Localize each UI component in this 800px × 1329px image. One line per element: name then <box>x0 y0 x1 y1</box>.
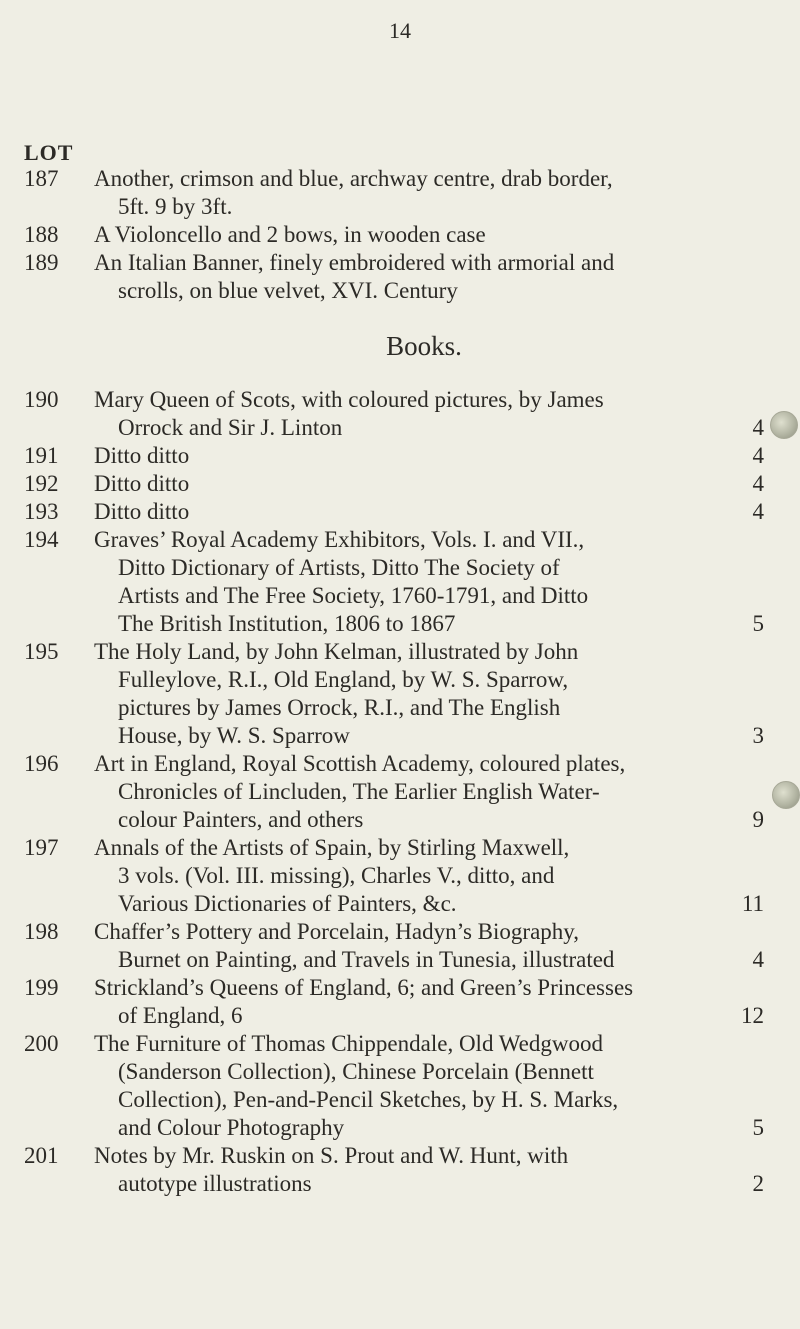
lot-description <box>94 221 764 249</box>
lot-entry <box>24 470 764 498</box>
lot-number: 188 <box>24 222 59 247</box>
top-entries <box>24 165 764 305</box>
description-line: An Italian Banner, finely embroidered with armorial and <box>94 250 615 275</box>
description-line: Another, crimson and blue, archway centre, drab border, <box>94 166 613 191</box>
description-line <box>94 722 764 750</box>
description-line <box>94 498 764 526</box>
lot-entry <box>24 1030 764 1142</box>
lot-number: 201 <box>24 1143 59 1168</box>
description-text: Burnet on Painting, and Travels in Tunesia, illustrated <box>118 947 615 972</box>
description-line: pictures by James Orrock, R.I., and The English <box>118 695 561 720</box>
lot-entry <box>24 1142 764 1198</box>
item-count: 9 <box>752 807 764 832</box>
description-line: The Holy Land, by John Kelman, illustrated by John <box>94 639 579 664</box>
description-line <box>94 1170 764 1198</box>
catalogue-entries <box>24 165 764 1198</box>
lot-description <box>94 918 764 974</box>
lot-description <box>94 834 764 918</box>
description-text: Ditto ditto <box>94 471 190 496</box>
lot-number: 197 <box>24 835 59 860</box>
lot-number: 192 <box>24 471 59 496</box>
paper-blemish <box>770 411 798 439</box>
lot-description <box>94 1142 764 1198</box>
description-line <box>94 806 764 834</box>
lot-number: 199 <box>24 975 59 1000</box>
lot-column-header: LOT <box>24 140 74 165</box>
description-line: Chaffer’s Pottery and Porcelain, Hadyn’s Biography, <box>94 919 580 944</box>
description-text: Orrock and Sir J. Linton <box>118 415 343 440</box>
description-line: scrolls, on blue velvet, XVI. Century <box>118 278 458 303</box>
description-line <box>94 890 764 918</box>
description-line <box>94 1114 764 1142</box>
description-line <box>94 470 764 498</box>
description-text: of England, 6 <box>118 1003 243 1028</box>
description-line: (Sanderson Collection), Chinese Porcelain (Bennett <box>118 1059 594 1084</box>
description-line: Mary Queen of Scots, with coloured pictures, by James <box>94 387 604 412</box>
description-line: Ditto Dictionary of Artists, Ditto The Society of <box>118 555 560 580</box>
description-line: Notes by Mr. Ruskin on S. Prout and W. Hunt, with <box>94 1143 569 1168</box>
lot-description <box>94 442 764 470</box>
page-number: 14 <box>389 18 411 43</box>
lot-number: 195 <box>24 639 59 664</box>
description-line: 3 vols. (Vol. III. missing), Charles V., ditto, and <box>118 863 555 888</box>
description-line: Chronicles of Lincluden, The Earlier English Water- <box>118 779 600 804</box>
lot-number: 194 <box>24 527 59 552</box>
lot-entry <box>24 918 764 974</box>
paper-blemish <box>772 781 800 809</box>
description-line: The Furniture of Thomas Chippendale, Old Wedgwood <box>94 1031 603 1056</box>
item-count: 4 <box>752 443 764 468</box>
lot-number: 193 <box>24 499 59 524</box>
lot-number: 196 <box>24 751 59 776</box>
lot-description <box>94 470 764 498</box>
lot-description <box>94 386 764 442</box>
item-count: 4 <box>752 415 764 440</box>
lot-number: 198 <box>24 919 59 944</box>
lot-description <box>94 750 764 834</box>
description-text: House, by W. S. Sparrow <box>118 723 350 748</box>
lot-description <box>94 638 764 750</box>
lot-description <box>94 1030 764 1142</box>
lot-entry <box>24 165 764 221</box>
item-count: 12 <box>741 1003 764 1028</box>
lot-entry <box>24 221 764 249</box>
lot-description <box>94 249 764 305</box>
description-text: Various Dictionaries of Painters, &c. <box>118 891 457 916</box>
description-line: 5ft. 9 by 3ft. <box>118 194 233 219</box>
lot-entry <box>24 750 764 834</box>
lot-description <box>94 974 764 1030</box>
item-count: 4 <box>752 499 764 524</box>
lot-entry <box>24 386 764 442</box>
description-line <box>94 946 764 974</box>
item-count: 2 <box>752 1171 764 1196</box>
lot-entry <box>24 834 764 918</box>
description-line: Artists and The Free Society, 1760-1791, and Ditto <box>118 583 589 608</box>
lot-description <box>94 165 764 221</box>
description-text: The British Institution, 1806 to 1867 <box>118 611 456 636</box>
item-count: 11 <box>741 891 764 916</box>
lot-description <box>94 498 764 526</box>
description-text: and Colour Photography <box>118 1115 345 1140</box>
item-count: 4 <box>752 947 764 972</box>
item-count: 3 <box>752 723 764 748</box>
lot-entry <box>24 498 764 526</box>
description-line <box>94 610 764 638</box>
description-text: colour Painters, and others <box>118 807 364 832</box>
description-line: Annals of the Artists of Spain, by Stirling Maxwell, <box>94 835 570 860</box>
item-count: 4 <box>752 471 764 496</box>
description-line: Art in England, Royal Scottish Academy, coloured plates, <box>94 751 626 776</box>
lot-number: 200 <box>24 1031 59 1056</box>
section-title: Books. <box>386 331 462 361</box>
lot-entry <box>24 638 764 750</box>
description-line: Strickland’s Queens of England, 6; and Green’s Princesses <box>94 975 634 1000</box>
lot-number: 191 <box>24 443 59 468</box>
lot-entry <box>24 249 764 305</box>
description-text: Ditto ditto <box>94 443 190 468</box>
item-count: 5 <box>752 611 764 636</box>
description-text: autotype illustrations <box>118 1171 312 1196</box>
item-count: 5 <box>752 1115 764 1140</box>
lot-number: 187 <box>24 166 59 191</box>
description-line <box>94 414 764 442</box>
description-line: Collection), Pen-and-Pencil Sketches, by H. S. Marks, <box>118 1087 619 1112</box>
description-line <box>94 442 764 470</box>
book-entries <box>24 386 764 1198</box>
lot-entry <box>24 974 764 1030</box>
description-line: A Violoncello and 2 bows, in wooden case <box>94 222 486 247</box>
description-line: Graves’ Royal Academy Exhibitors, Vols. I. and VII., <box>94 527 585 552</box>
description-line: Fulleylove, R.I., Old England, by W. S. Sparrow, <box>118 667 569 692</box>
description-line <box>94 1002 764 1030</box>
lot-entry <box>24 526 764 638</box>
lot-number: 190 <box>24 387 59 412</box>
lot-description <box>94 526 764 638</box>
lot-number: 189 <box>24 250 59 275</box>
description-text: Ditto ditto <box>94 499 190 524</box>
lot-entry <box>24 442 764 470</box>
